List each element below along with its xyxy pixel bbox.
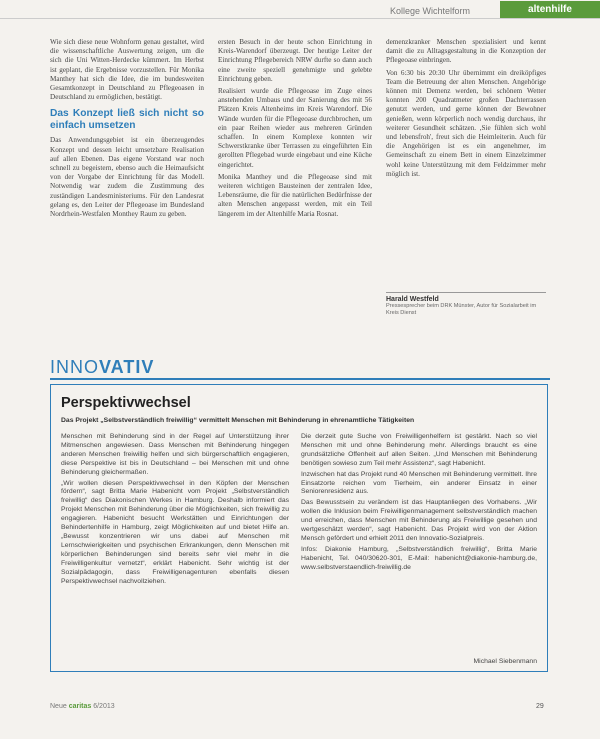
paragraph: Wie sich diese neue Wohnform genau gestaltet, wird die wissenschaftliche Auswertung zeigen, um die sich die Uni Witten-Herdecke kümmert. Im Herbst ist geplant, die Ergebnisse vorzustellen. Für Monika Manthey hat sich die Idee, die im bundesweiten Gesamtkonzept in Deutschland zu Pflegeoasen in Deutschland zu ermöglichen, bestätigt. [50, 38, 204, 102]
paragraph: Monika Manthey und die Pflegeoase sind mit weiteren wichtigen Bausteinen der zentralen Idee, Lebensräume, die für die natürlichen Bedürfnisse der alten Menschen angepasst werden, mit ein Teil längerem im der Altenhilfe Maria Rosnat. [218, 172, 372, 218]
column-1 [50, 38, 204, 222]
paragraph: Menschen mit Behinderung sind in der Regel auf Unterstützung ihrer Mitmenschen angewiesen. Dass Menschen mit Behinderung hingegen anderen Menschen freiwillig helfen und sich bürgerschaftlich engagieren, diese Perspektive ist bis in Deutschland – bei Menschen mit und ohne Behinderung gleichermaßen. [61, 433, 289, 476]
paragraph: ersten Besuch in der heute schon Einrichtung in Kreis-Warendorf überzeugt. Der heutige Leiter der Einrichtung Pflegebereich NRW durfte so dann auch eine zweite speziell genehmigte und gelebte Einrichtung geben. [218, 38, 372, 83]
column-2 [218, 38, 372, 222]
section-logo: altenhilfe [500, 1, 600, 18]
box-column-right [301, 433, 537, 575]
footer-publication [50, 703, 115, 710]
paragraph: Die derzeit gute Suche von Freiwilligenhelfern ist gestärkt. Nach so viel Menschen mit und ohne Behinderung mehr. Allerdings braucht es eine grundsätzliche Offenheit auf allen Seiten. „Und Menschen mit Behinderung benötigen sowieso zum Teil mehr Assistenz“, sagt Habenicht. [301, 433, 537, 467]
paragraph: Inzwischen hat das Projekt rund 40 Menschen mit Behinderung vermittelt. Ihre Einsatzorte reichen vom Tierheim, ein anderer Einsatz in einer Seniorenresidenz aus. [301, 470, 537, 496]
header-rule [0, 18, 600, 19]
paragraph: Das Anwendungsgebiet ist ein überzeugendes Konzept und dessen leicht umsetzbare Realisation auf allen Ebenen. Das eigene Vorstand war noch schnell zu begeistern, ebenso auch die Heimaufsicht von der Vorgabe der Einrichtung für das Modell. Notwendig war zudem die Zustimmung des zuständigen Landesministeriums. Für den Landesrat gelang es, den Leiter der Pflegeoase im Bundesland Nordrhein-Westfalen Monthey Raum zu geben. [50, 136, 204, 219]
innovativ-suffix: VATIV [99, 357, 155, 377]
paragraph: Das Bewusstsein zu verändern ist das Hauptanliegen des Vorhabens. „Wir wollen die Inklusion beim Freiwilligenmanagement selbstverständlich machen und erreichen, dass Menschen mit Behinderung als Freiwillige gesehen und wertgeschätzt werden“, sagt Habenicht. Das Projekt wird von der Aktion Mensch gefördert und erhielt 2011 den Innovatio-Sozialpreis. [301, 499, 537, 542]
paragraph: Realisiert wurde die Pflegeoase im Zuge eines anstehenden Umbaus und der Sanierung des mit 56 Plätzen Kreis Altenheims im Kreis Warendorf. Die Wände wurden für die Pflegeoase durchbrochen, um ein paar Reihen wieder aus mehreren Gründen schaffen. In einem Komplexe konnten wir Schwerstkranke über Terrassen zu eingeführten Ein gerollten Pflegebad wurde eingebaut und eine Küche eingerichtet. [218, 87, 372, 169]
box-signature: Michael Siebenmann [473, 658, 537, 665]
innovativ-heading [50, 357, 154, 378]
page-number: 29 [536, 703, 544, 710]
column-3 [386, 38, 546, 182]
info-box [50, 384, 548, 672]
innovativ-prefix: INNO [50, 357, 99, 377]
header-section-label: Kollege Wichtelform [390, 6, 471, 16]
author-role: Pressesprecher beim DRK Münster, Autor für Sozialarbeit im Kreis Dienst [386, 303, 537, 316]
innovativ-rule [50, 378, 550, 380]
paragraph: Infos: Diakonie Hamburg, „Selbstverständlich freiwillig“, Britta Marie Habenicht, Tel. 040/30620-301, E-Mail: habenicht@diakonie-hamburg.de, www.selbstverstaendlich-freiwillig.de [301, 545, 537, 571]
box-column-left [61, 433, 289, 588]
paragraph: „Wir wollen diesen Perspektivwechsel in den Köpfen der Menschen fördern“, sagt Britta Marie Habenicht vom Projekt „Selbstverständlich freiwillig“ des Diakonischen Werkes in Hamburg. Deshalb informiert das Projekt Menschen mit Behinderung über die Möglichkeiten, sich freiwillig zu engagieren. Habenicht besucht Werkstätten und Einrichtungen der Behindertenhilfe in Hamburg, zeigt Möglichkeiten auf und bietet Hilfe an. „Bewusst konzentrieren wir uns dabei auf Menschen mit Lernschwierigkeiten und psychischen Erkrankungen, denn Menschen mit körperlichen Behinderungen sind bereits sehr viel mehr in die Freiwilligenkultur vernetzt“, erklärt Habenicht. Sehr wichtig ist der Sozialpädagogin, dass Freiwilligenagenturen ebenfalls diesen Perspektivwechsel nachvollziehen. [61, 479, 289, 585]
paragraph: demenzkranker Menschen spezialisiert und kennt damit die zu Alltagsgestaltung in die Konzeption der Pflegeoase einbringen. [386, 38, 546, 65]
author-name: Harald Westfeld [386, 296, 439, 303]
footer-brand: caritas [68, 703, 92, 710]
author-box [386, 292, 546, 317]
footer-prefix: Neue [50, 703, 69, 710]
footer-issue: 6/2013 [91, 703, 115, 710]
article-columns [50, 38, 550, 316]
box-title: Perspektivwechsel [61, 395, 191, 411]
paragraph: Von 6:30 bis 20:30 Uhr übernimmt ein dreiköpfiges Team die Betreuung der alten Menschen. Angehörige können mit Demenz werden, bei schönem Wetter konnten 200 Quadratmeter großen Dachterrassen genutzt werden, und gerne können der Bewohner genießen, wenn körperlich noch wendig durchaus, ihr weiterer Gesundheit schätzen. ,Sie fühlen sich wohl und lebensfroh', freut sich die Heimleiterin. Auch für die Angehörigen ist es ein angenehmer, im Gemeinschaft zu einem Bett in einem Einzelzimmer wohl keine Unterstützung mit dem Feldzimmer mehr möglich ist. [386, 68, 546, 178]
subheading: Das Konzept ließ sich nicht so einfach umsetzen [50, 108, 204, 132]
box-subtitle: Das Projekt „Selbstverständlich freiwillig“ vermittelt Menschen mit Behinderung in ehrenamtliche Tätigkeiten [61, 417, 415, 424]
